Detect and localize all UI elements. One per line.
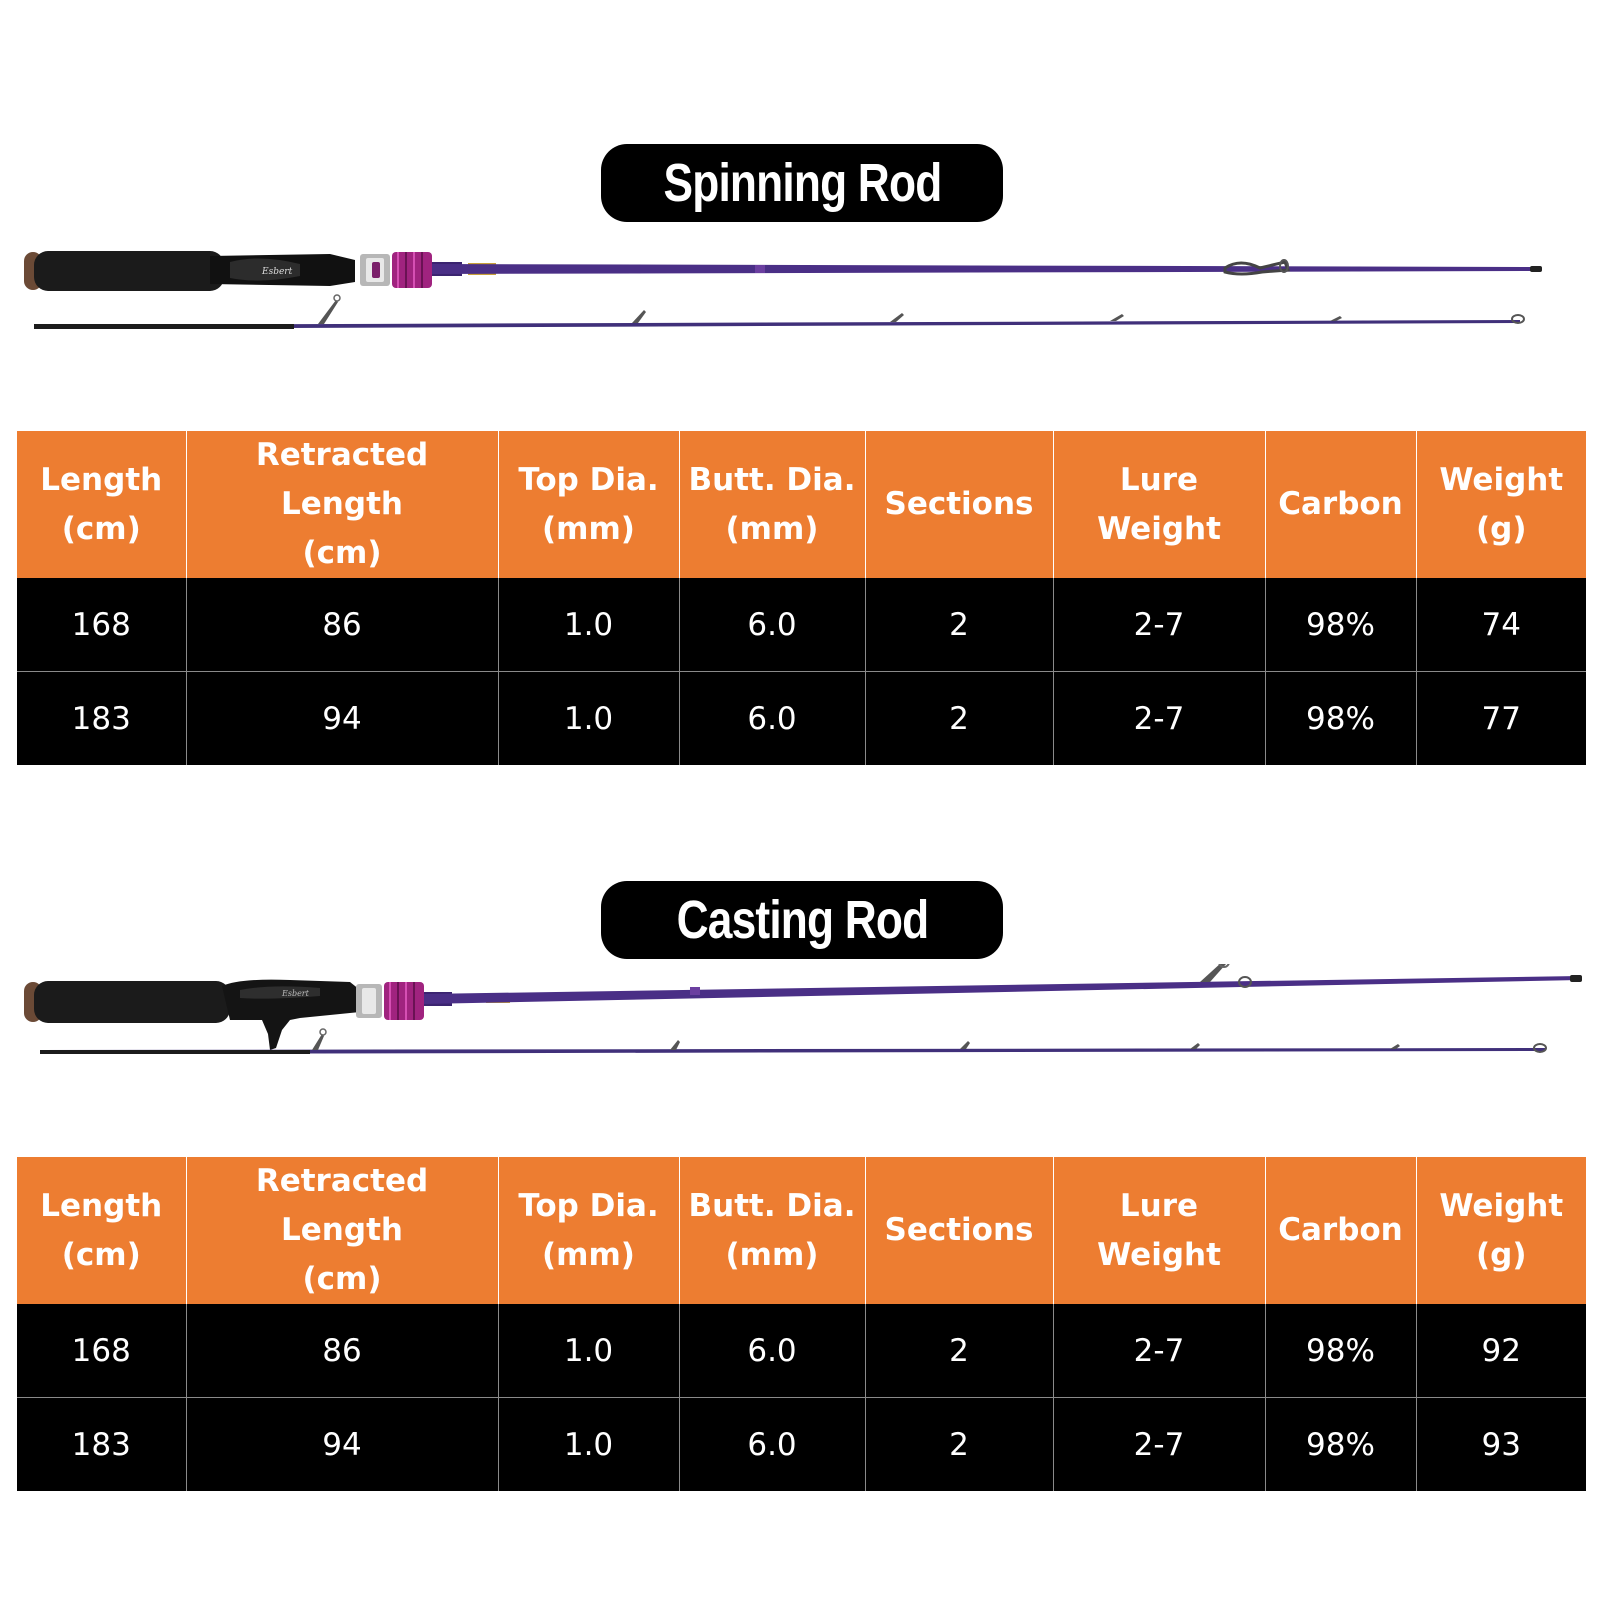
cell-butt-dia: 6.0 (679, 1304, 865, 1398)
header-butt-dia: Butt. Dia. (mm) (679, 431, 865, 578)
cell-top-dia: 1.0 (498, 578, 679, 672)
header-retracted-length: Retracted Length (cm) (186, 431, 498, 578)
header-top-dia: Top Dia. (mm) (498, 431, 679, 578)
header-length: Length (cm) (17, 431, 186, 578)
cell-weight: 74 (1416, 578, 1586, 672)
header-lure-weight: Lure Weight (1053, 431, 1265, 578)
cell-butt-dia: 6.0 (679, 1398, 865, 1492)
cell-retracted-length: 86 (186, 1304, 498, 1398)
cell-length: 168 (17, 1304, 186, 1398)
cell-top-dia: 1.0 (498, 672, 679, 766)
cell-butt-dia: 6.0 (679, 578, 865, 672)
cell-weight: 93 (1416, 1398, 1586, 1492)
cell-length: 183 (17, 1398, 186, 1492)
header-weight: Weight (g) (1416, 431, 1586, 578)
header-lure-weight: Lure Weight (1053, 1157, 1265, 1304)
header-sections: Sections (865, 431, 1053, 578)
spinning-rod-butt-section (24, 251, 1542, 291)
casting-rod-title-text: Casting Rod (676, 890, 928, 950)
spinning-rod-image (0, 240, 1601, 350)
header-sections: Sections (865, 1157, 1053, 1304)
table-row (17, 578, 1586, 672)
spinning-rod-spec-table (17, 431, 1586, 765)
cell-sections: 2 (865, 1398, 1053, 1492)
cell-retracted-length: 86 (186, 578, 498, 672)
cell-lure-weight: 2-7 (1053, 672, 1265, 766)
header-weight: Weight (g) (1416, 1157, 1586, 1304)
svg-text:Esbert: Esbert (282, 989, 309, 998)
cell-weight: 92 (1416, 1304, 1586, 1398)
header-butt-dia: Butt. Dia. (mm) (679, 1157, 865, 1304)
cell-top-dia: 1.0 (498, 1398, 679, 1492)
cell-length: 168 (17, 578, 186, 672)
casting-rod-butt-section (24, 964, 1582, 1050)
cell-sections: 2 (865, 1304, 1053, 1398)
casting-table-header-row (17, 1157, 1586, 1304)
table-row (17, 672, 1586, 766)
cell-top-dia: 1.0 (498, 1304, 679, 1398)
cell-length: 183 (17, 672, 186, 766)
cell-carbon: 98% (1265, 1304, 1416, 1398)
cell-sections: 2 (865, 672, 1053, 766)
casting-rod-image (0, 964, 1601, 1084)
cell-retracted-length: 94 (186, 1398, 498, 1492)
svg-text:Esbert: Esbert (262, 267, 293, 277)
header-top-dia: Top Dia. (mm) (498, 1157, 679, 1304)
cell-retracted-length: 94 (186, 672, 498, 766)
cell-sections: 2 (865, 578, 1053, 672)
cell-carbon: 98% (1265, 578, 1416, 672)
header-retracted-length: Retracted Length (cm) (186, 1157, 498, 1304)
casting-rod-tip-section (40, 1029, 1546, 1054)
cell-weight: 77 (1416, 672, 1586, 766)
cell-lure-weight: 2-7 (1053, 1304, 1265, 1398)
cell-butt-dia: 6.0 (679, 672, 865, 766)
spinning-rod-tip-section (34, 295, 1524, 329)
spinning-rod-title (601, 144, 1003, 222)
spinning-rod-title-text: Spinning Rod (663, 153, 941, 213)
cell-carbon: 98% (1265, 672, 1416, 766)
casting-rod-title (601, 881, 1003, 959)
header-length: Length (cm) (17, 1157, 186, 1304)
header-carbon: Carbon (1265, 1157, 1416, 1304)
cell-lure-weight: 2-7 (1053, 1398, 1265, 1492)
spinning-table-header-row (17, 431, 1586, 578)
table-row (17, 1398, 1586, 1492)
header-carbon: Carbon (1265, 431, 1416, 578)
cell-lure-weight: 2-7 (1053, 578, 1265, 672)
casting-rod-spec-table (17, 1157, 1586, 1491)
cell-carbon: 98% (1265, 1398, 1416, 1492)
table-row (17, 1304, 1586, 1398)
